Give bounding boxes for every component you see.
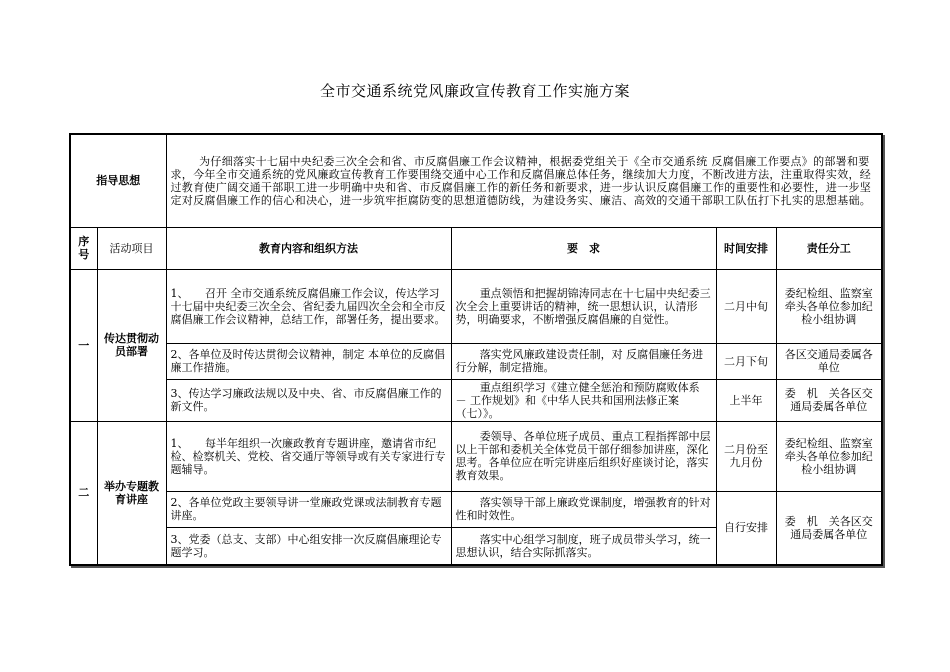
- requirement-cell: 重点领悟和把握胡锦涛同志在十七届中央纪委三次全会上重要讲话的精神，统一思想认识，认清形势，明确要求，不断增强反腐倡廉的自觉性。: [451, 269, 716, 343]
- guide-row: [70, 134, 882, 227]
- header-responsibility: 责任分工: [776, 227, 882, 269]
- header-seq: 序号: [70, 227, 97, 269]
- content-cell: 2、各单位党政主要领导讲一堂廉政党课或法制教育专题讲座。: [166, 491, 451, 527]
- section-activity: 举办专题教育讲座: [97, 421, 166, 565]
- table-row: [70, 343, 882, 379]
- requirement-cell: 重点组织学习《建立健全惩治和预防腐败体系 － 工作规划》和《中华人民共和国刑法修正案（七）》。: [451, 379, 716, 421]
- section-seq: 二: [70, 421, 97, 565]
- content-cell: 3、传达学习廉政法规以及中央、省、市反腐倡廉工作的新文件。: [166, 379, 451, 421]
- time-cell: 上半年: [716, 379, 776, 421]
- responsibility-cell: 各区交通局委属各单位: [776, 343, 882, 379]
- table-row: [70, 421, 882, 491]
- content-cell: 1、 每半年组织一次廉政教育专题讲座，邀请省市纪检、检察机关、党校、省交通厅等领导或有关专家进行专题辅导。: [166, 421, 451, 491]
- responsibility-cell: 委纪检组、监察室牵头各单位参加纪检小组协调: [776, 421, 882, 491]
- time-cell: 二月下旬: [716, 343, 776, 379]
- header-row: [70, 227, 882, 269]
- section-activity: 传达贯彻动员部署: [97, 269, 166, 421]
- requirement-cell: 落实领导干部上廉政党课制度，增强教育的针对性和时效性。: [451, 491, 716, 527]
- document-title: 全市交通系统党风廉政宣传教育工作实施方案: [319, 82, 630, 100]
- requirement-cell: 落实党风廉政建设责任制，对 反腐倡廉任务进行分解，制定措施。: [451, 343, 716, 379]
- header-content: 教育内容和组织方法: [166, 227, 451, 269]
- table-row: [70, 491, 882, 527]
- responsibility-cell: 委 机 关各区交通局委属各单位: [776, 491, 882, 565]
- content-cell: 1、 召开 全市交通系统反腐倡廉工作会议，传达学习十七届中央纪委三次全会、省纪委九届四次全会和全市反腐倡廉工作会议精神，总结工作，部署任务，提出要求。: [166, 269, 451, 343]
- requirement-cell: 落实中心组学习制度，班子成员带头学习，统一思想认识，结合实际抓落实。: [451, 527, 716, 565]
- time-cell: 二月中旬: [716, 269, 776, 343]
- header-activity: 活动项目: [97, 227, 166, 269]
- requirement-cell: 委领导、各单位班子成员、重点工程指挥部中层以上干部和委机关全体党员干部仔细参加讲座，深化思考。各单位应在听完讲座后组织好座谈讨论，落实教育效果。: [451, 421, 716, 491]
- header-requirement: 要 求: [451, 227, 716, 269]
- table-row: [70, 379, 882, 421]
- implementation-plan-table: [69, 133, 883, 566]
- content-cell: 2、各单位及时传达贯彻会议精神，制定 本单位的反腐倡廉工作措施。: [166, 343, 451, 379]
- responsibility-cell: 委 机 关各区交通局委属各单位: [776, 379, 882, 421]
- time-cell: 自行安排: [716, 491, 776, 565]
- content-cell: 3、党委（总支、支部）中心组安排一次反腐倡廉理论专题学习。: [166, 527, 451, 565]
- responsibility-cell: 委纪检组、监察室牵头各单位参加纪检小组协调: [776, 269, 882, 343]
- guide-label: 指导思想: [70, 134, 166, 227]
- header-time: 时间安排: [716, 227, 776, 269]
- table-row: [70, 269, 882, 343]
- time-cell: 二月份至九月份: [716, 421, 776, 491]
- guide-text: 为仔细落实十七届中央纪委三次全会和省、市反腐倡廉工作会议精神，根据委党组关于《全市交通系统 反腐倡廉工作要点》的部署和要求，今年全市交通系统的党风廉政宣传教育工作要围绕交通中心工作和反腐倡廉总体任务，继续加大力度，不断改进方法，注重取得实效，经过教育使广阔交通干部职工进一步明确中央和省、市反腐倡廉工作的新任务和新要求，进一步认识反腐倡廉工作的重要性和必要性，进一步坚定对反腐倡廉工作的信心和决心，进一步筑牢拒腐防变的思想道德防线，为建设务实、廉洁、高效的交通干部职工队伍打下扎实的思想基础。: [166, 134, 882, 227]
- section-seq: 一: [70, 269, 97, 421]
